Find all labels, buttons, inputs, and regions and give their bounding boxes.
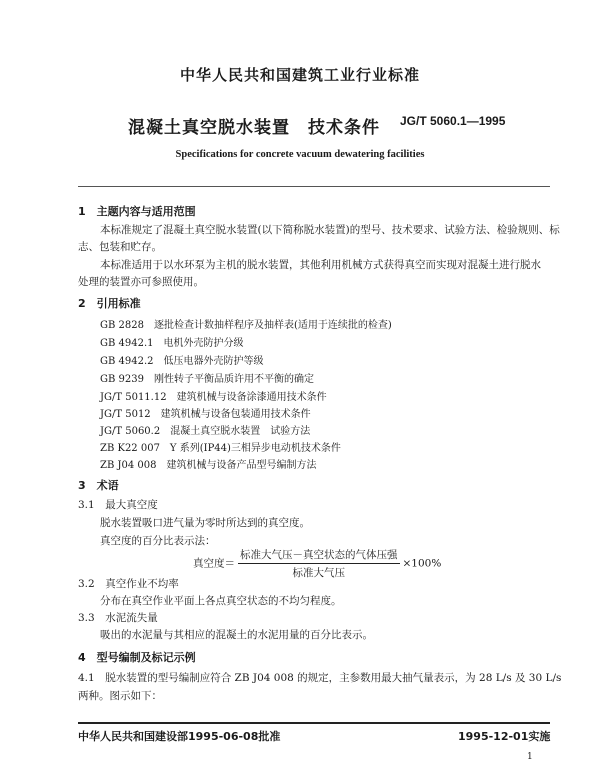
reference-item: JG/T 5060.2 混凝土真空脱水装置 试验方法 bbox=[100, 426, 311, 437]
reference-item: JG/T 5012 建筑机械与设备包装通用技术条件 bbox=[100, 409, 311, 420]
reference-item: ZB J04 008 建筑机械与设备产品型号编制方法 bbox=[100, 460, 317, 471]
section-1-para-2-line-2: 处理的装置亦可参照使用。 bbox=[78, 276, 204, 288]
section-1-heading: 1 主题内容与适用范围 bbox=[78, 205, 196, 218]
implementation-date: 1995-12-01实施 bbox=[458, 730, 551, 743]
reference-item: GB 4942.1 电机外壳防护分级 bbox=[100, 338, 244, 349]
term-3-3-heading: 3.3 水泥流失量 bbox=[78, 612, 158, 624]
document-title: 混凝土真空脱水装置 技术条件 bbox=[128, 118, 380, 138]
term-3-3-definition: 吸出的水泥量与其相应的混凝土的水泥用量的百分比表示。 bbox=[100, 629, 373, 641]
formula-numerator: 标准大气压－真空状态的气体压强 bbox=[238, 547, 400, 564]
reference-item: JG/T 5011.12 建筑机械与设备涂漆通用技术条件 bbox=[100, 392, 327, 403]
formula-denominator: 标准大气压 bbox=[292, 567, 345, 579]
section-1-para-2-line-1: 本标准适用于以水环泵为主机的脱水装置，其他利用机械方式获得真空而实现对混凝土进行脱水 bbox=[100, 259, 541, 271]
english-title: Specifications for concrete vacuum dewatering facilities bbox=[175, 149, 425, 160]
issuing-organization: 中华人民共和国建筑工业行业标准 bbox=[179, 66, 420, 84]
section-4-para-line-2: 两种。图示如下： bbox=[78, 690, 162, 702]
section-1-para-1-line-2: 志、包装和贮存。 bbox=[78, 241, 162, 253]
header-divider bbox=[78, 186, 550, 187]
term-3-1-definition: 脱水装置吸口进气量为零时所达到的真空度。 bbox=[100, 517, 310, 529]
reference-item: GB 4942.2 低压电器外壳防护等级 bbox=[100, 356, 264, 367]
term-3-2-heading: 3.2 真空作业不均率 bbox=[78, 578, 179, 590]
page-number: 1 bbox=[527, 752, 533, 762]
term-3-1-expression-intro: 真空度的百分比表示法： bbox=[100, 535, 216, 547]
reference-item: ZB K22 007 Y 系列(IP44)三相异步电动机技术条件 bbox=[100, 443, 341, 454]
section-2-heading: 2 引用标准 bbox=[78, 297, 141, 310]
vacuum-degree-formula bbox=[193, 547, 441, 580]
reference-item: GB 9239 刚性转子平衡品质许用不平衡的确定 bbox=[100, 374, 314, 385]
term-3-1-heading: 3.1 最大真空度 bbox=[78, 499, 158, 511]
section-1-para-1-line-1: 本标准规定了混凝土真空脱水装置(以下简称脱水装置)的型号、技术要求、试验方法、检验规则、标 bbox=[100, 224, 560, 236]
footer-divider bbox=[78, 722, 550, 724]
formula-lhs: 真空度＝ bbox=[193, 557, 235, 570]
section-4-heading: 4 型号编制及标记示例 bbox=[78, 651, 196, 664]
formula-multiplier: ×100% bbox=[402, 557, 442, 570]
formula-fraction bbox=[238, 547, 400, 580]
approval-line: 中华人民共和国建设部1995-06-08批准 bbox=[78, 730, 281, 743]
section-4-para-line-1: 4.1 脱水装置的型号编制应符合 ZB J04 008 的规定，主参数用最大抽气量表示，为 28 L/s 及 30 L/s bbox=[78, 672, 562, 684]
section-3-heading: 3 术语 bbox=[78, 479, 119, 492]
standard-code: JG/T 5060.1—1995 bbox=[400, 114, 506, 128]
term-3-2-definition: 分布在真空作业平面上各点真空状态的不均匀程度。 bbox=[100, 595, 342, 607]
reference-item: GB 2828 逐批检查计数抽样程序及抽样表(适用于连续批的检查) bbox=[100, 320, 392, 331]
